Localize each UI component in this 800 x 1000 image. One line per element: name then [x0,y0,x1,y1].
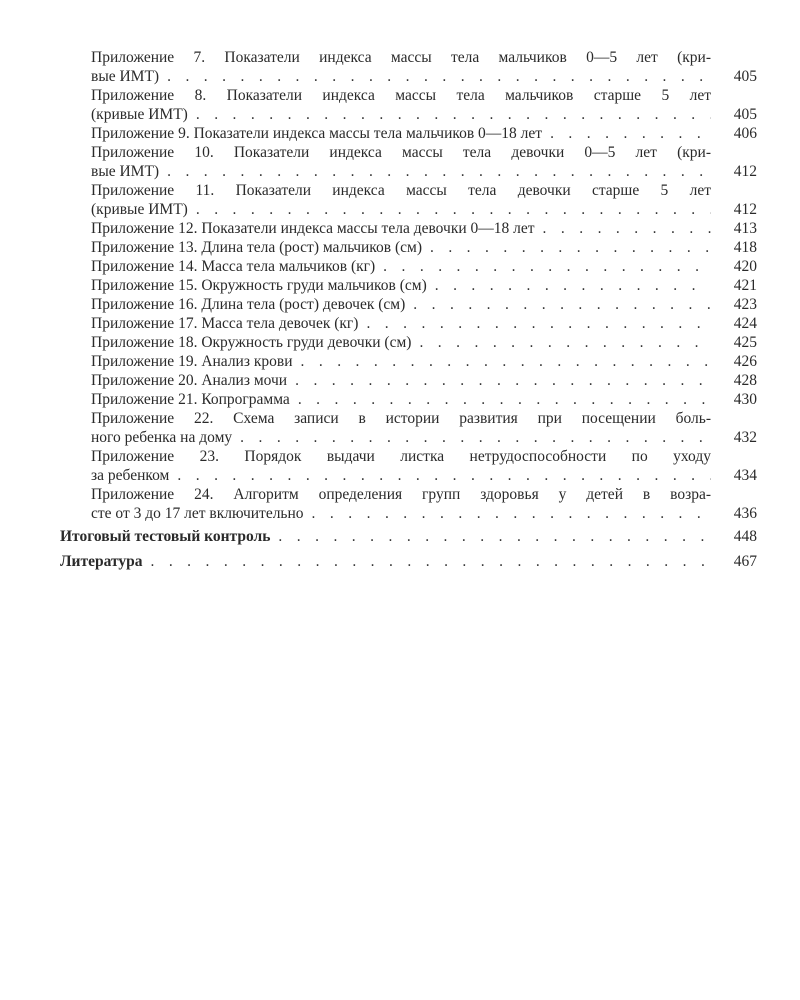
toc-entry-line: Приложение 16. Длина тела (рост) девочек (см) [91,296,406,313]
toc-entry [60,48,757,86]
toc-entry-last-line [91,257,711,276]
toc-entry-last-line [91,200,711,219]
toc-entry-line: Приложение 13. Длина тела (рост) мальчиков (см) [91,239,422,256]
page-number: 420 [733,258,757,275]
toc-entry-line: Приложение 17. Масса тела девочек (кг) [91,315,359,332]
page-number: 425 [733,334,757,351]
toc-entry [60,257,757,276]
toc-entry-line: ного ребенка на дому [91,429,233,446]
toc-entry [60,295,757,314]
page-number: 412 [733,201,757,218]
toc-entry-line: Приложение 22. Схема записи в истории развития при посещении боль- [91,410,711,427]
toc-entry [60,485,757,523]
toc-entry [60,390,757,409]
toc-entry-text [91,314,711,333]
toc-entry-line: Приложение 14. Масса тела мальчиков (кг) [91,258,376,275]
dot-leader [150,552,711,571]
toc-entry-text [91,485,711,523]
page-number: 424 [733,315,757,332]
toc-entry-line: Приложение 19. Анализ крови [91,353,293,370]
toc-entry-text [91,181,711,219]
toc-entry [60,238,757,257]
dot-leader [312,504,711,523]
toc-entry-last-line [91,371,711,390]
toc-entry [60,314,757,333]
toc-entry-last-line [60,552,711,571]
page-number: 430 [733,391,757,408]
toc-entry-last-line [91,105,711,124]
toc-entry-text [91,333,711,352]
dot-leader [240,428,711,447]
toc-entry-last-line [91,124,711,143]
toc-entry-line: Приложение 20. Анализ мочи [91,372,288,389]
toc-entry-last-line [91,352,711,371]
page-number: 426 [733,353,757,370]
page-number: 423 [733,296,757,313]
toc-entry-text [91,276,711,295]
toc-entry-last-line [91,504,711,523]
table-of-contents [60,48,757,571]
toc-main-title: Литература [60,553,143,570]
toc-entry [60,219,757,238]
dot-leader [196,105,711,124]
toc-entry-line: вые ИМТ) [91,68,160,85]
toc-main-entry [60,527,757,546]
dot-leader [419,333,711,352]
toc-entry-line: Приложение 8. Показатели индекса массы тела мальчиков старше 5 лет [91,87,711,104]
main-entries [60,527,757,571]
dot-leader [167,162,711,181]
toc-entry-line: сте от 3 до 17 лет включительно [91,505,304,522]
dot-leader [550,124,711,143]
toc-entry-text [60,552,711,571]
toc-entry-line: вые ИМТ) [91,163,160,180]
dot-leader [430,238,711,257]
page-number: 418 [733,239,757,256]
page-number: 413 [733,220,757,237]
toc-entry-line: Приложение 9. Показатели индекса массы тела мальчиков 0—18 лет [91,125,543,142]
toc-entry [60,143,757,181]
toc-entry-text [91,390,711,409]
toc-entry [60,124,757,143]
page-number: 405 [733,68,757,85]
page-number: 436 [733,505,757,522]
toc-entry [60,371,757,390]
page-number: 412 [733,163,757,180]
page-number: 434 [733,467,757,484]
page-number: 428 [733,372,757,389]
page-number: 405 [733,106,757,123]
toc-entry [60,409,757,447]
toc-entry-text [91,257,711,276]
toc-entry-text [91,447,711,485]
toc-entry-line: Приложение 10. Показатели индекса массы тела девочки 0—5 лет (кри- [91,144,711,161]
toc-entry-text [91,124,711,143]
appendix-entries [60,48,757,523]
toc-main-entry [60,552,757,571]
toc-entry-last-line [91,276,711,295]
toc-entry-text [91,219,711,238]
toc-entry-line: Приложение 18. Окружность груди девочки (см) [91,334,412,351]
page-number: 406 [733,125,757,142]
toc-entry-line: Приложение 24. Алгоритм определения групп здоровья у детей в возра- [91,486,711,503]
dot-leader [167,67,711,86]
toc-entry-line: Приложение 15. Окружность груди мальчиков (см) [91,277,427,294]
dot-leader [177,466,711,485]
toc-entry-last-line [91,466,711,485]
toc-entry-last-line [91,162,711,181]
toc-entry-text [91,371,711,390]
dot-leader [295,371,711,390]
toc-entry-text [91,86,711,124]
toc-entry-text [91,143,711,181]
toc-entry-last-line [91,333,711,352]
toc-entry [60,333,757,352]
dot-leader [298,390,711,409]
toc-entry-last-line [91,219,711,238]
toc-entry-text [91,352,711,371]
toc-entry-line: Приложение 11. Показатели индекса массы тела девочки старше 5 лет [91,182,711,199]
toc-entry-line: за ребенком [91,467,170,484]
toc-entry-line: Приложение 12. Показатели индекса массы тела девочки 0—18 лет [91,220,535,237]
toc-entry-last-line [91,428,711,447]
page-number: 421 [733,277,757,294]
dot-leader [366,314,711,333]
toc-entry-text [91,238,711,257]
dot-leader [413,295,711,314]
toc-entry-line: Приложение 21. Копрограмма [91,391,290,408]
page-number: 467 [733,553,757,570]
page-number: 448 [733,528,757,545]
toc-entry-text [91,295,711,314]
toc-main-title: Итоговый тестовый контроль [60,528,271,545]
dot-leader [543,219,711,238]
toc-entry-text [60,527,711,546]
toc-entry [60,86,757,124]
toc-entry-line: (кривые ИМТ) [91,106,188,123]
toc-entry-text [91,48,711,86]
toc-entry [60,276,757,295]
dot-leader [435,276,711,295]
toc-entry-last-line [91,238,711,257]
toc-entry-last-line [91,390,711,409]
page-number: 432 [733,429,757,446]
toc-entry [60,352,757,371]
toc-entry-last-line [91,314,711,333]
dot-leader [196,200,711,219]
dot-leader [278,527,711,546]
toc-entry-line: Приложение 23. Порядок выдачи листка нетрудоспособности по уходу [91,448,711,465]
toc-entry-last-line [60,527,711,546]
dot-leader [383,257,711,276]
dot-leader [301,352,712,371]
toc-entry [60,447,757,485]
toc-entry [60,181,757,219]
toc-entry-line: (кривые ИМТ) [91,201,188,218]
toc-entry-last-line [91,67,711,86]
toc-entry-line: Приложение 7. Показатели индекса массы тела мальчиков 0—5 лет (кри- [91,49,711,66]
toc-entry-last-line [91,295,711,314]
toc-entry-text [91,409,711,447]
